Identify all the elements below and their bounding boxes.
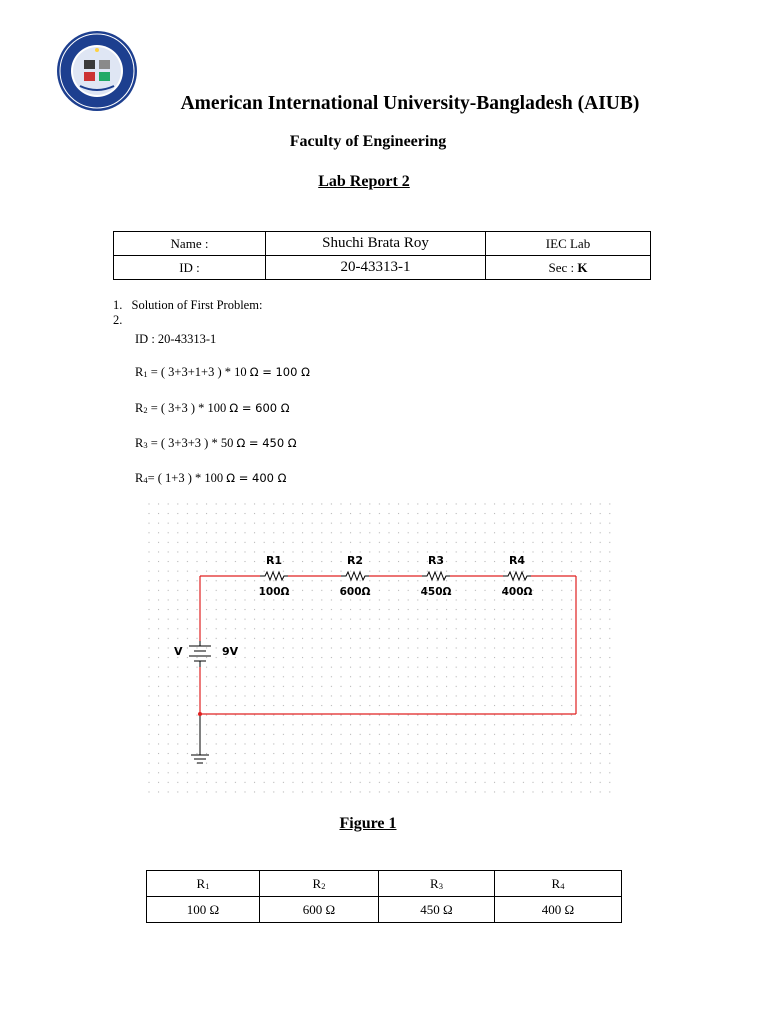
eq-sub: 1 [143,369,148,379]
value-cell: 450 Ω [379,897,495,923]
equation-r2 [135,401,290,416]
resistor-value: 400Ω [501,586,533,598]
resistance-table [146,870,622,923]
report-title: Lab Report 2 [318,173,410,190]
table-row [114,232,651,256]
eq-result: Ω = 100 Ω [249,365,310,379]
equation-r3 [135,436,297,451]
student-info-table [113,231,651,280]
equation-r1 [135,365,310,380]
table-row [147,871,622,897]
course-label: IEC Lab [486,232,651,256]
header-sub: 3 [438,880,443,891]
list-number-2: 2. [113,313,123,327]
header-var: R [196,875,206,891]
eq-var: R [135,436,144,450]
eq-expr: = ( 3+3+3 ) * 50 [147,436,237,450]
eq-expr: = ( 3+3 ) * 100 [147,401,230,415]
value-cell: 400 Ω [495,897,622,923]
section-label: Sec : [548,259,578,275]
source-value: 9V [222,645,239,658]
university-title: American International University-Bangladesh (AIUB) [180,93,640,114]
section-cell [486,256,651,280]
id-value: 20-43313-1 [266,256,486,280]
figure-caption: Figure 1 [339,815,397,832]
grid-background [148,503,616,795]
value-cell: 600 Ω [260,897,379,923]
list-number: 1. [113,298,123,312]
table-row [114,256,651,280]
eq-sub: 2 [143,405,148,415]
name-label: Name : [114,232,266,256]
eq-sub: 3 [143,440,148,450]
circuit-schematic [148,503,616,795]
header-var: R [551,875,561,891]
header-cell [495,871,622,897]
header-var: R [312,875,322,891]
eq-result: Ω = 400 Ω [226,471,287,485]
name-value: Shuchi Brata Roy [266,232,486,256]
eq-expr: = ( 1+3 ) * 100 [147,471,227,485]
header-sub: 4 [560,880,565,891]
junction-node [198,712,202,716]
resistor-value: 450Ω [420,586,452,598]
list-item-1 [113,298,262,313]
id-line: ID : 20-43313-1 [135,332,217,346]
header-cell [147,871,260,897]
header-sub: 2 [321,880,326,891]
eq-sub: 4 [143,475,148,485]
resistor-name: R3 [427,554,445,567]
header-var: R [430,875,439,891]
header-cell [260,871,379,897]
section-value: K [577,259,588,275]
resistor-name: R1 [265,554,283,567]
resistor-name: R2 [346,554,364,567]
id-label: ID : [114,256,266,280]
eq-var: R [135,401,144,415]
header-cell [379,871,495,897]
faculty-title: Faculty of Engineering [289,133,447,150]
eq-var: R [135,471,144,485]
resistor-value: 100Ω [258,586,290,598]
resistor-value: 600Ω [339,586,371,598]
eq-result: Ω = 600 Ω [229,401,290,415]
eq-var: R [135,365,144,379]
resistor-name: R4 [508,554,526,567]
source-label: V [174,645,183,658]
table-row [147,897,622,923]
eq-expr: = ( 3+3+1+3 ) * 10 [147,365,250,379]
value-cell: 100 Ω [147,897,260,923]
list-text: Solution of First Problem: [131,298,263,312]
equation-r4 [135,471,286,486]
header-sub: 1 [205,880,210,891]
eq-result: Ω = 450 Ω [236,436,297,450]
